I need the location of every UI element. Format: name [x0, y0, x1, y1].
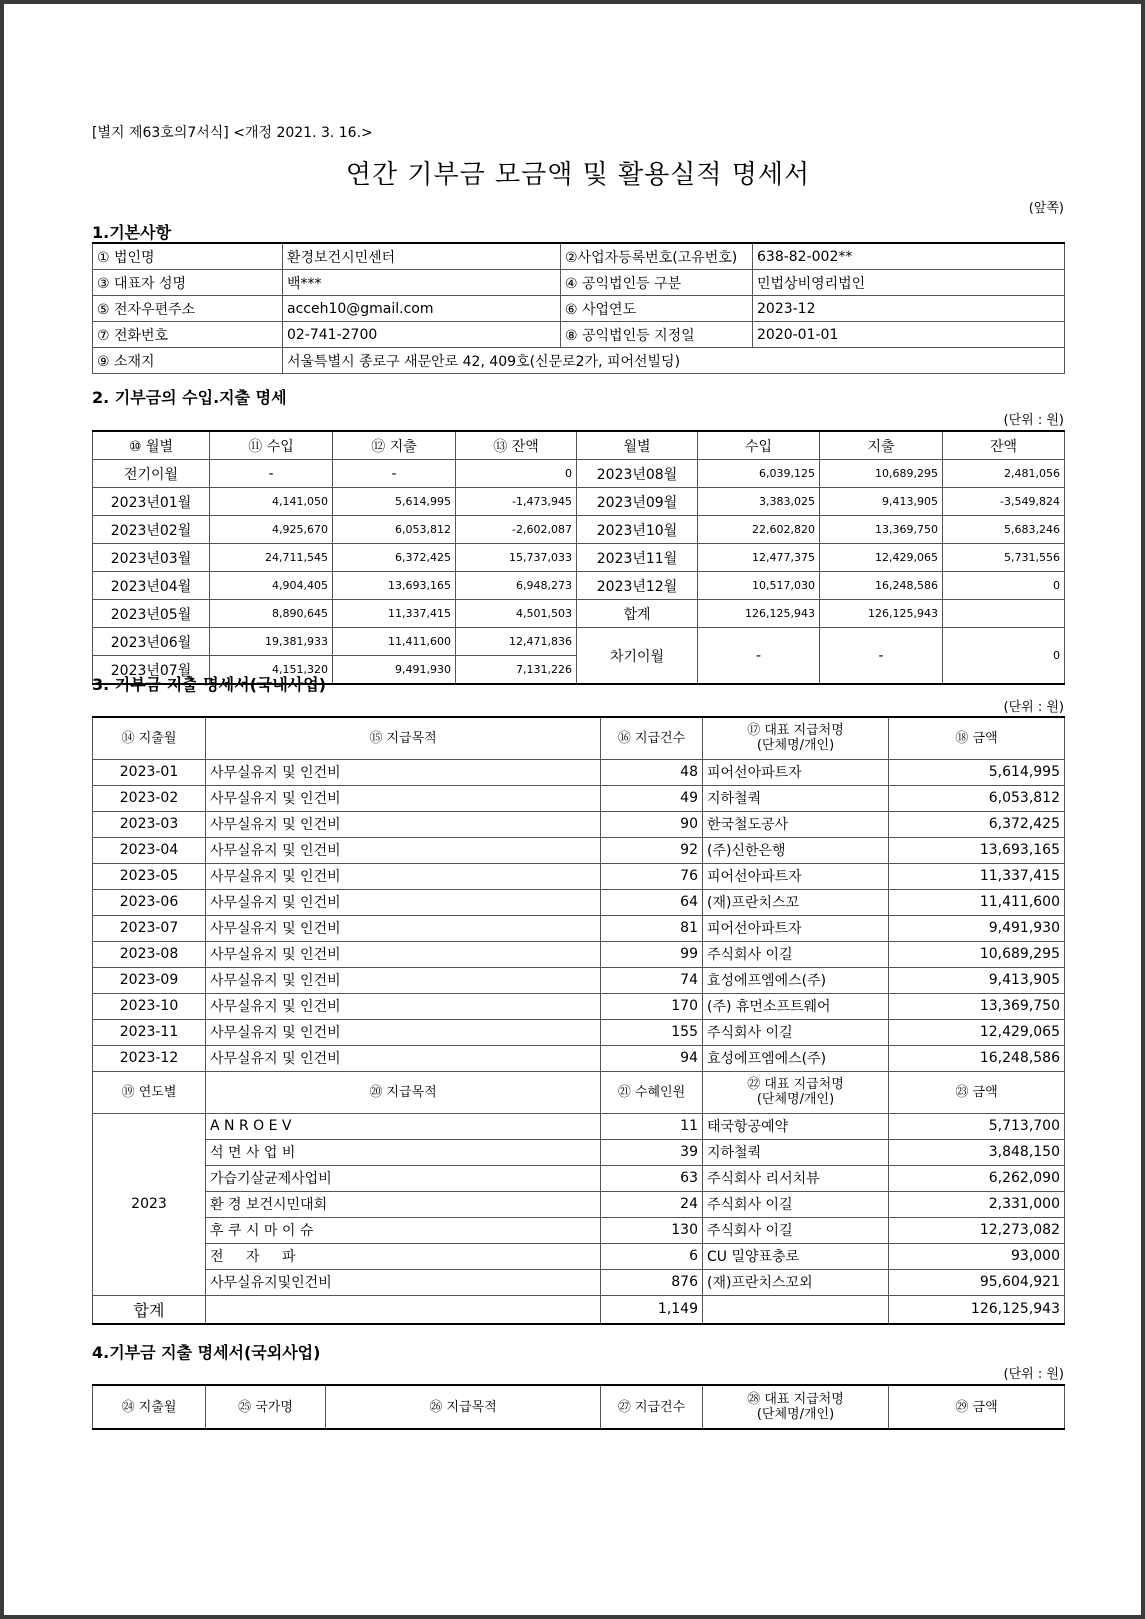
balance-cell: 4,501,503	[456, 600, 577, 628]
col-amount: ㉙ 금액	[889, 1385, 1065, 1429]
table-row	[93, 628, 1065, 656]
purpose-cell: 후 쿠 시 마 이 슈	[206, 1217, 601, 1243]
payee-cell: CU 밀양표충로	[703, 1243, 889, 1269]
page-side-label: (앞쪽)	[1028, 201, 1064, 216]
table-row	[93, 460, 1065, 488]
col-payee-line1: ⑰ 대표 지급처명	[747, 723, 844, 739]
table-row	[93, 572, 1065, 600]
count-cell: 90	[601, 811, 703, 837]
col-month-2: 월별	[577, 431, 698, 460]
month-cell: 2023년11월	[577, 544, 698, 572]
table-row	[93, 967, 1065, 993]
total-purpose-empty	[206, 1295, 601, 1324]
month-cell: 2023-08	[93, 941, 206, 967]
income-cell: 19,381,933	[210, 628, 333, 656]
amount-cell: 12,273,082	[889, 1217, 1065, 1243]
org-name-label: ① 법인명	[93, 243, 283, 270]
balance-cell: 7,131,226	[456, 656, 577, 685]
table-row	[93, 785, 1065, 811]
count-cell: 49	[601, 785, 703, 811]
amount-cell: 5,713,700	[889, 1113, 1065, 1139]
count-cell: 63	[601, 1165, 703, 1191]
col-income-2: 수입	[698, 431, 820, 460]
amount-cell: 3,848,150	[889, 1139, 1065, 1165]
col-purpose-2: ⑳ 지급목적	[206, 1071, 601, 1113]
amount-cell: 11,411,600	[889, 889, 1065, 915]
table-row	[93, 1113, 1065, 1139]
count-cell: 876	[601, 1269, 703, 1295]
amount-cell: 9,413,905	[889, 967, 1065, 993]
table-row	[93, 1217, 1065, 1243]
count-cell: 99	[601, 941, 703, 967]
month-cell: 2023년07월	[93, 656, 210, 685]
table-row	[93, 1191, 1065, 1217]
total-row	[93, 1295, 1065, 1324]
col-payee-line2: (단체명/개인)	[756, 1407, 835, 1422]
total-amount: 126,125,943	[889, 1295, 1065, 1324]
balance-cell: 6,948,273	[456, 572, 577, 600]
month-cell: 전기이월	[93, 460, 210, 488]
payee-cell: 주식회사 이길	[703, 1217, 889, 1243]
basic-info-table	[92, 242, 1065, 374]
section1-title: 1.기본사항	[92, 223, 172, 242]
expense-cell: -	[333, 460, 456, 488]
payee-cell: 주식회사 이길	[703, 1019, 889, 1045]
income-cell: 10,517,030	[698, 572, 820, 600]
table-row	[93, 1019, 1065, 1045]
amount-cell: 6,053,812	[889, 785, 1065, 811]
col-year: ⑲ 연도별	[93, 1071, 206, 1113]
amount-cell: 10,689,295	[889, 941, 1065, 967]
col-count: ⑯ 지급건수	[601, 717, 703, 759]
table-row	[93, 1269, 1065, 1295]
month-cell: 2023년12월	[577, 572, 698, 600]
table-row	[93, 1045, 1065, 1071]
payee-cell: (재)프란치스꼬	[703, 889, 889, 915]
total-payee-empty	[703, 1295, 889, 1324]
count-cell: 170	[601, 993, 703, 1019]
count-cell: 64	[601, 889, 703, 915]
month-cell: 2023년03월	[93, 544, 210, 572]
expense-cell: 11,411,600	[333, 628, 456, 656]
month-cell: 2023-07	[93, 915, 206, 941]
purpose-cell: 가습기살균제사업비	[206, 1165, 601, 1191]
purpose-cell: 사무실유지 및 인건비	[206, 759, 601, 785]
address-label: ⑨ 소재지	[93, 348, 283, 374]
table-row	[93, 322, 1065, 348]
amount-cell: 2,331,000	[889, 1191, 1065, 1217]
balance-cell: 5,731,556	[943, 544, 1065, 572]
expense-cell: 9,491,930	[333, 656, 456, 685]
total-count: 1,149	[601, 1295, 703, 1324]
table-header-row	[93, 1071, 1065, 1113]
payee-cell: 효성에프엠에스(주)	[703, 967, 889, 993]
balance-cell: 0	[943, 572, 1065, 600]
amount-cell: 9,491,930	[889, 915, 1065, 941]
fiscal-year-label: ⑥ 사업연도	[561, 296, 753, 322]
balance-cell: 15,737,033	[456, 544, 577, 572]
expense-cell: 13,369,750	[820, 516, 943, 544]
payee-cell: (주) 휴먼소프트웨어	[703, 993, 889, 1019]
org-name-value: 환경보건시민센터	[283, 243, 561, 270]
expense-cell: 5,614,995	[333, 488, 456, 516]
table-row	[93, 941, 1065, 967]
email-label: ⑤ 전자우편주소	[93, 296, 283, 322]
purpose-cell: 사무실유지 및 인건비	[206, 837, 601, 863]
designation-date-label: ⑧ 공익법인등 지정일	[561, 322, 753, 348]
table-row	[93, 488, 1065, 516]
table-header-row	[93, 717, 1065, 759]
document-title: 연간 기부금 모금액 및 활용실적 명세서	[345, 160, 811, 190]
year-cell: 2023	[93, 1113, 206, 1295]
purpose-cell: 사무실유지 및 인건비	[206, 785, 601, 811]
carryover-expense: -	[820, 628, 943, 685]
expense-cell: 13,693,165	[333, 572, 456, 600]
purpose-cell: 사무실유지 및 인건비	[206, 1045, 601, 1071]
total-label: 합계	[577, 600, 698, 628]
org-type-value: 민법상비영리법인	[753, 270, 1065, 296]
section4-title: 4.기부금 지출 명세서(국외사업)	[92, 1343, 321, 1362]
table-row	[93, 811, 1065, 837]
count-cell: 81	[601, 915, 703, 941]
count-cell: 74	[601, 967, 703, 993]
count-cell: 11	[601, 1113, 703, 1139]
representative-value: 백***	[283, 270, 561, 296]
balance-cell: -1,473,945	[456, 488, 577, 516]
expense-cell: 6,053,812	[333, 516, 456, 544]
purpose-cell: 사무실유지 및 인건비	[206, 993, 601, 1019]
month-cell: 2023-10	[93, 993, 206, 1019]
balance-cell: 12,471,836	[456, 628, 577, 656]
purpose-cell: 사무실유지 및 인건비	[206, 1019, 601, 1045]
table-row	[93, 544, 1065, 572]
carryover-balance: 0	[943, 628, 1065, 685]
count-cell: 48	[601, 759, 703, 785]
col-expense-month: ⑭ 지출월	[93, 717, 206, 759]
table-row	[93, 1165, 1065, 1191]
table-row	[93, 1243, 1065, 1269]
col-count: ㉗ 지급건수	[601, 1385, 703, 1429]
foreign-expense-table	[92, 1384, 1065, 1430]
purpose-cell: 사무실유지 및 인건비	[206, 889, 601, 915]
form-reference: [별지 제63호의7서식] <개정 2021. 3. 16.>	[92, 125, 373, 141]
table-row	[93, 1139, 1065, 1165]
expense-cell: 16,248,586	[820, 572, 943, 600]
table-row	[93, 915, 1065, 941]
balance-cell: -3,549,824	[943, 488, 1065, 516]
phone-label: ⑦ 전화번호	[93, 322, 283, 348]
total-label: 합계	[93, 1295, 206, 1324]
amount-cell: 5,614,995	[889, 759, 1065, 785]
income-cell: 4,141,050	[210, 488, 333, 516]
table-row	[93, 759, 1065, 785]
purpose-cell: A N R O E V	[206, 1113, 601, 1139]
count-cell: 92	[601, 837, 703, 863]
col-month: ⑩ 월별	[93, 431, 210, 460]
month-cell: 2023-09	[93, 967, 206, 993]
expense-cell: 12,429,065	[820, 544, 943, 572]
income-cell: 4,151,320	[210, 656, 333, 685]
month-cell: 2023년05월	[93, 600, 210, 628]
domestic-expense-table	[92, 716, 1065, 1325]
month-cell: 2023-11	[93, 1019, 206, 1045]
table-row	[93, 837, 1065, 863]
amount-cell: 11,337,415	[889, 863, 1065, 889]
table-row	[93, 243, 1065, 270]
org-type-label: ④ 공익법인등 구분	[561, 270, 753, 296]
table-row	[93, 600, 1065, 628]
count-cell: 76	[601, 863, 703, 889]
payee-cell: 주식회사 이길	[703, 941, 889, 967]
address-value: 서울특별시 종로구 새문안로 42, 409호(신문로2가, 피어선빌딩)	[283, 348, 1065, 374]
payee-cell: 효성에프엠에스(주)	[703, 1045, 889, 1071]
representative-label: ③ 대표자 성명	[93, 270, 283, 296]
purpose-cell: 전 자 파	[206, 1243, 601, 1269]
balance-cell: 0	[456, 460, 577, 488]
table-row	[93, 348, 1065, 374]
balance-cell: -2,602,087	[456, 516, 577, 544]
count-cell: 24	[601, 1191, 703, 1217]
month-cell: 2023-05	[93, 863, 206, 889]
col-purpose: ㉖ 지급목적	[326, 1385, 601, 1429]
carryover-income: -	[698, 628, 820, 685]
income-cell: 12,477,375	[698, 544, 820, 572]
table-row	[93, 296, 1065, 322]
section3-unit: (단위 : 원)	[1003, 700, 1064, 715]
amount-cell: 93,000	[889, 1243, 1065, 1269]
month-cell: 2023-03	[93, 811, 206, 837]
month-cell: 2023-04	[93, 837, 206, 863]
purpose-cell: 사무실유지 및 인건비	[206, 811, 601, 837]
col-expense-month: ㉔ 지출월	[93, 1385, 206, 1429]
col-payee-line1: ㉘ 대표 지급처명	[747, 1392, 844, 1407]
carryover-label: 차기이월	[577, 628, 698, 685]
count-cell: 94	[601, 1045, 703, 1071]
purpose-cell: 석 면 사 업 비	[206, 1139, 601, 1165]
month-cell: 2023-12	[93, 1045, 206, 1071]
payee-cell: 한국철도공사	[703, 811, 889, 837]
email-value: acceh10@gmail.com	[283, 296, 561, 322]
balance-cell: 5,683,246	[943, 516, 1065, 544]
total-balance	[943, 600, 1065, 628]
expense-cell: 9,413,905	[820, 488, 943, 516]
income-cell: 6,039,125	[698, 460, 820, 488]
amount-cell: 16,248,586	[889, 1045, 1065, 1071]
income-cell: 4,925,670	[210, 516, 333, 544]
purpose-cell: 사무실유지 및 인건비	[206, 941, 601, 967]
income-cell: 24,711,545	[210, 544, 333, 572]
section3-title: 3. 기부금 지출 명세서(국내사업)	[92, 675, 327, 694]
amount-cell: 13,693,165	[889, 837, 1065, 863]
month-cell: 2023년01월	[93, 488, 210, 516]
col-payee-2	[703, 1071, 889, 1113]
col-payee	[703, 1385, 889, 1429]
count-cell: 6	[601, 1243, 703, 1269]
col-purpose: ⑮ 지급목적	[206, 717, 601, 759]
col-balance: ⑬ 잔액	[456, 431, 577, 460]
month-cell: 2023년10월	[577, 516, 698, 544]
month-cell: 2023년02월	[93, 516, 210, 544]
amount-cell: 13,369,750	[889, 993, 1065, 1019]
table-row	[93, 516, 1065, 544]
col-expense: ⑫ 지출	[333, 431, 456, 460]
phone-value: 02-741-2700	[283, 322, 561, 348]
month-cell: 2023년04월	[93, 572, 210, 600]
payee-cell: 지하철쿽	[703, 785, 889, 811]
purpose-cell: 사무실유지 및 인건비	[206, 967, 601, 993]
expense-cell: 10,689,295	[820, 460, 943, 488]
expense-cell: 6,372,425	[333, 544, 456, 572]
designation-date-value: 2020-01-01	[753, 322, 1065, 348]
count-cell: 130	[601, 1217, 703, 1243]
col-payee-2-line2: (단체명/개인)	[756, 1092, 835, 1107]
amount-cell: 12,429,065	[889, 1019, 1065, 1045]
total-expense: 126,125,943	[820, 600, 943, 628]
payee-cell: 주식회사 이길	[703, 1191, 889, 1217]
balance-cell: 2,481,056	[943, 460, 1065, 488]
payee-cell: 지하철쿽	[703, 1139, 889, 1165]
col-payee-line2: (단체명/개인)	[756, 738, 835, 754]
month-cell: 2023-06	[93, 889, 206, 915]
col-beneficiaries: ㉑ 수혜인원	[601, 1071, 703, 1113]
month-cell: 2023년08월	[577, 460, 698, 488]
col-country: ㉕ 국가명	[206, 1385, 326, 1429]
col-income: ⑪ 수입	[210, 431, 333, 460]
col-balance-2: 잔액	[943, 431, 1065, 460]
month-cell: 2023-01	[93, 759, 206, 785]
col-payee-2-line1: ㉒ 대표 지급처명	[747, 1077, 844, 1092]
section2-unit: (단위 : 원)	[1003, 413, 1064, 428]
payee-cell: 태국항공예약	[703, 1113, 889, 1139]
col-payee	[703, 717, 889, 759]
table-header-row	[93, 1385, 1065, 1429]
income-cell: 3,383,025	[698, 488, 820, 516]
income-cell: 22,602,820	[698, 516, 820, 544]
purpose-cell: 환 경 보건시민대회	[206, 1191, 601, 1217]
table-header-row	[93, 431, 1065, 460]
table-row	[93, 270, 1065, 296]
document-page	[4, 4, 1141, 1615]
section4-unit: (단위 : 원)	[1003, 1367, 1064, 1382]
amount-cell: 6,262,090	[889, 1165, 1065, 1191]
month-cell: 2023년09월	[577, 488, 698, 516]
table-row	[93, 863, 1065, 889]
total-income: 126,125,943	[698, 600, 820, 628]
table-row	[93, 993, 1065, 1019]
purpose-cell: 사무실유지 및 인건비	[206, 915, 601, 941]
reg-number-label: ②사업자등록번호(고유번호)	[561, 243, 753, 270]
fiscal-year-value: 2023-12	[753, 296, 1065, 322]
count-cell: 39	[601, 1139, 703, 1165]
month-cell: 2023-02	[93, 785, 206, 811]
table-row	[93, 889, 1065, 915]
payee-cell: (재)프란치스꼬외	[703, 1269, 889, 1295]
purpose-cell: 사무실유지 및 인건비	[206, 863, 601, 889]
section2-title: 2. 기부금의 수입.지출 명세	[92, 388, 287, 407]
count-cell: 155	[601, 1019, 703, 1045]
payee-cell: 주식회사 리서치뷰	[703, 1165, 889, 1191]
payee-cell: 피어선아파트자	[703, 759, 889, 785]
payee-cell: (주)신한은행	[703, 837, 889, 863]
amount-cell: 95,604,921	[889, 1269, 1065, 1295]
income-cell: 8,890,645	[210, 600, 333, 628]
month-cell: 2023년06월	[93, 628, 210, 656]
reg-number-value: 638-82-002**	[753, 243, 1065, 270]
payee-cell: 피어선아파트자	[703, 863, 889, 889]
expense-cell: 11,337,415	[333, 600, 456, 628]
payee-cell: 피어선아파트자	[703, 915, 889, 941]
income-expense-table	[92, 430, 1065, 685]
col-expense-2: 지출	[820, 431, 943, 460]
income-cell: 4,904,405	[210, 572, 333, 600]
col-amount-2: ㉓ 금액	[889, 1071, 1065, 1113]
income-cell: -	[210, 460, 333, 488]
purpose-cell: 사무실유지및인건비	[206, 1269, 601, 1295]
amount-cell: 6,372,425	[889, 811, 1065, 837]
col-amount: ⑱ 금액	[889, 717, 1065, 759]
